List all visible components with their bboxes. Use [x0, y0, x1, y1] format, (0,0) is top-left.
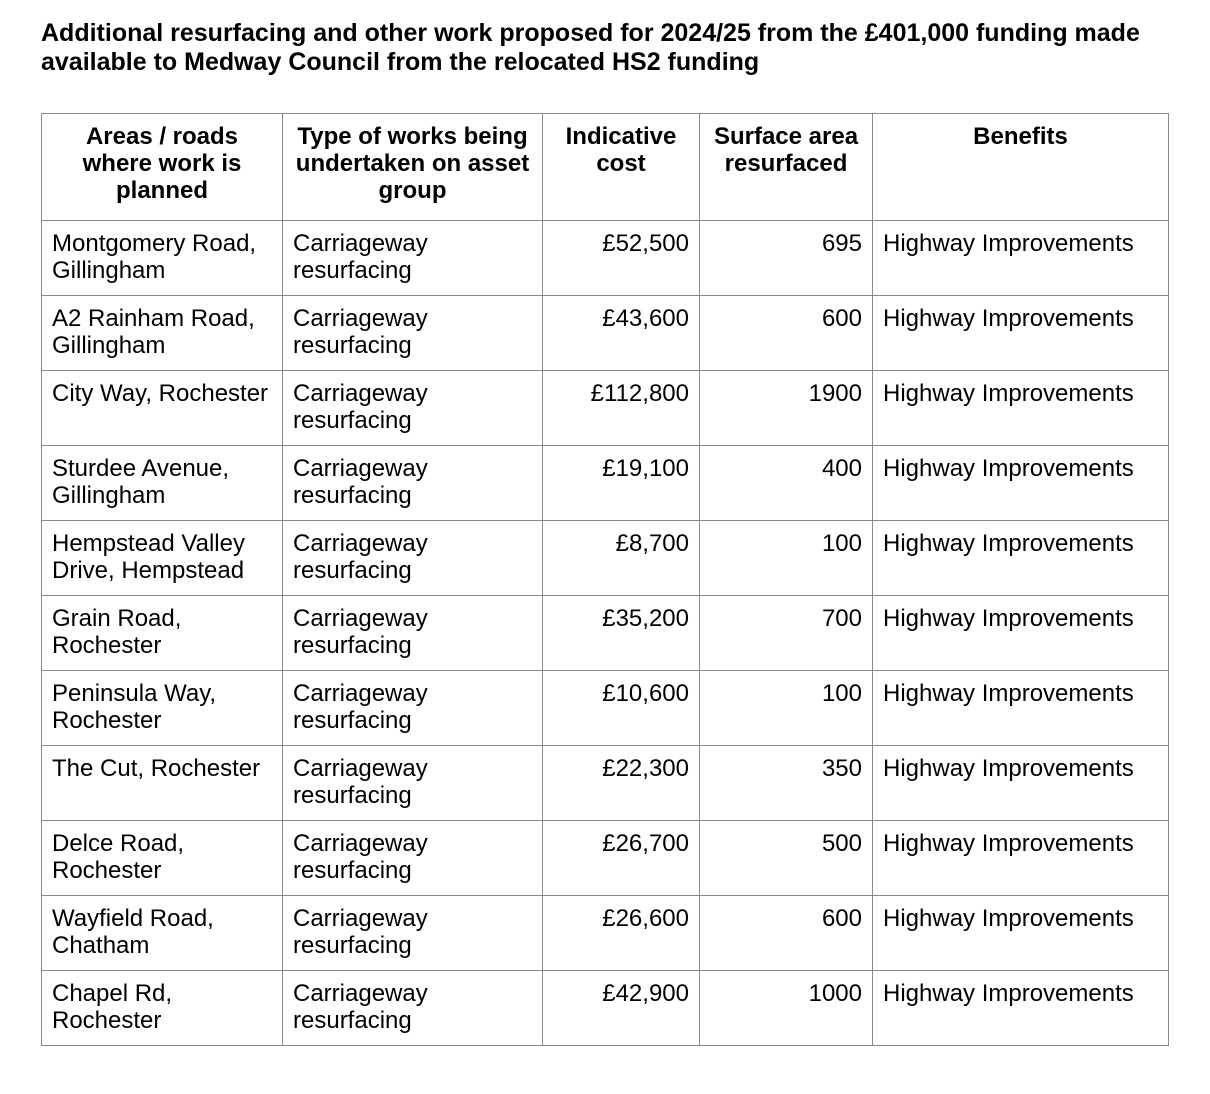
- cell-cost: £35,200: [543, 596, 700, 671]
- cell-type: Carriageway resurfacing: [283, 821, 543, 896]
- cell-benefits: Highway Improvements: [873, 746, 1169, 821]
- column-header-cost: Indicative cost: [543, 114, 700, 221]
- cell-benefits: Highway Improvements: [873, 971, 1169, 1046]
- cell-type: Carriageway resurfacing: [283, 671, 543, 746]
- table-row: [42, 971, 1169, 1046]
- cell-area: Wayfield Road, Chatham: [42, 896, 283, 971]
- cell-benefits: Highway Improvements: [873, 521, 1169, 596]
- column-header-benefits: Benefits: [873, 114, 1169, 221]
- cell-benefits: Highway Improvements: [873, 896, 1169, 971]
- cell-type: Carriageway resurfacing: [283, 746, 543, 821]
- cell-area: Peninsula Way, Rochester: [42, 671, 283, 746]
- cell-area: Chapel Rd, Rochester: [42, 971, 283, 1046]
- cell-benefits: Highway Improvements: [873, 371, 1169, 446]
- cell-cost: £8,700: [543, 521, 700, 596]
- cell-cost: £26,600: [543, 896, 700, 971]
- cell-area: Delce Road, Rochester: [42, 821, 283, 896]
- table-header-row: [42, 114, 1169, 221]
- cell-type: Carriageway resurfacing: [283, 371, 543, 446]
- cell-cost: £22,300: [543, 746, 700, 821]
- cell-cost: £10,600: [543, 671, 700, 746]
- cell-area: City Way, Rochester: [42, 371, 283, 446]
- cell-cost: £43,600: [543, 296, 700, 371]
- cell-type: Carriageway resurfacing: [283, 896, 543, 971]
- table-row: [42, 371, 1169, 446]
- cell-benefits: Highway Improvements: [873, 821, 1169, 896]
- cell-type: Carriageway resurfacing: [283, 971, 543, 1046]
- cell-cost: £26,700: [543, 821, 700, 896]
- cell-cost: £112,800: [543, 371, 700, 446]
- table-row: [42, 746, 1169, 821]
- table-row: [42, 596, 1169, 671]
- cell-surface: 100: [700, 671, 873, 746]
- column-header-surface: Surface area resurfaced: [700, 114, 873, 221]
- cell-surface: 1900: [700, 371, 873, 446]
- cell-type: Carriageway resurfacing: [283, 221, 543, 296]
- column-header-area: Areas / roads where work is planned: [42, 114, 283, 221]
- cell-surface: 600: [700, 296, 873, 371]
- cell-benefits: Highway Improvements: [873, 296, 1169, 371]
- cell-type: Carriageway resurfacing: [283, 521, 543, 596]
- cell-benefits: Highway Improvements: [873, 596, 1169, 671]
- cell-cost: £52,500: [543, 221, 700, 296]
- cell-surface: 400: [700, 446, 873, 521]
- cell-benefits: Highway Improvements: [873, 221, 1169, 296]
- table-row: [42, 221, 1169, 296]
- cell-benefits: Highway Improvements: [873, 671, 1169, 746]
- cell-surface: 600: [700, 896, 873, 971]
- cell-benefits: Highway Improvements: [873, 446, 1169, 521]
- cell-cost: £19,100: [543, 446, 700, 521]
- cell-area: A2 Rainham Road, Gillingham: [42, 296, 283, 371]
- cell-area: Hempstead Valley Drive, Hempstead: [42, 521, 283, 596]
- works-table: [41, 113, 1169, 1046]
- column-header-type: Type of works being undertaken on asset group: [283, 114, 543, 221]
- table-row: [42, 821, 1169, 896]
- cell-surface: 350: [700, 746, 873, 821]
- cell-surface: 100: [700, 521, 873, 596]
- table-body: [42, 221, 1169, 1046]
- cell-surface: 695: [700, 221, 873, 296]
- cell-type: Carriageway resurfacing: [283, 596, 543, 671]
- table-row: [42, 671, 1169, 746]
- table-row: [42, 296, 1169, 371]
- table-row: [42, 446, 1169, 521]
- cell-surface: 500: [700, 821, 873, 896]
- cell-area: Grain Road, Rochester: [42, 596, 283, 671]
- cell-type: Carriageway resurfacing: [283, 446, 543, 521]
- cell-type: Carriageway resurfacing: [283, 296, 543, 371]
- table-row: [42, 521, 1169, 596]
- page-title: Additional resurfacing and other work proposed for 2024/25 from the £401,000 funding made available to Medway Council from the relocated HS2 funding: [41, 19, 1140, 76]
- cell-area: Sturdee Avenue, Gillingham: [42, 446, 283, 521]
- cell-cost: £42,900: [543, 971, 700, 1046]
- table-row: [42, 896, 1169, 971]
- cell-area: The Cut, Rochester: [42, 746, 283, 821]
- cell-surface: 700: [700, 596, 873, 671]
- cell-surface: 1000: [700, 971, 873, 1046]
- cell-area: Montgomery Road, Gillingham: [42, 221, 283, 296]
